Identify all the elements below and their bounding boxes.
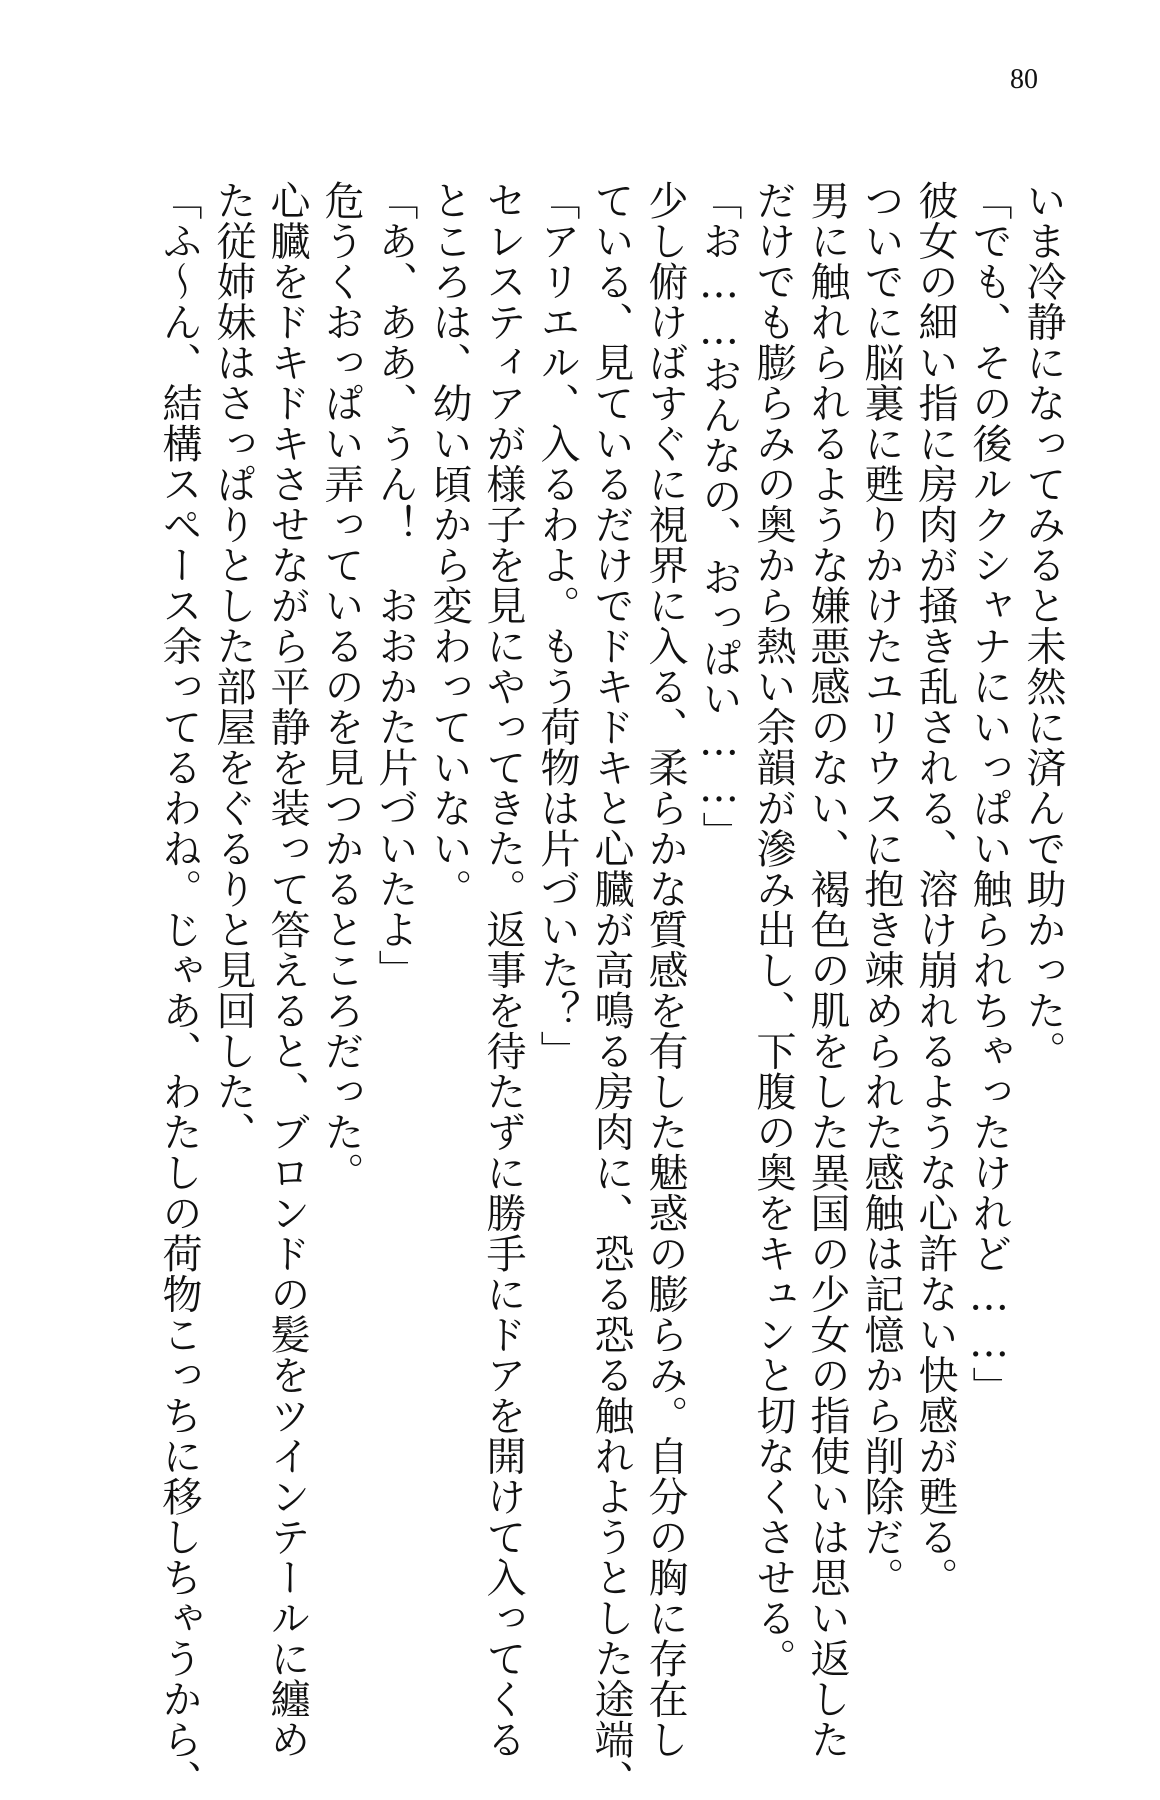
text-line: いま冷静になってみると未然に済んで助かった。 (1020, 180, 1066, 1071)
text-line: 「お……おんなの、おっぱい……」 (696, 180, 742, 852)
text-line: 「アリエル、入るわよ。もう荷物は片づいた？」 (534, 180, 580, 1071)
body-text (152, 180, 1070, 1800)
text-line: セレスティアが様子を見にやってきた。返事を待たずに勝手にドアを開けて入ってくる (480, 180, 526, 1760)
text-line: 「でも、その後ルクシャナにいっぱい触られちゃったけれど……」 (966, 180, 1012, 1407)
text-line: た従姉妹はさっぱりとした部屋をぐるりと見回した、 (210, 180, 256, 1152)
text-line: 少し俯けばすぐに視界に入る、柔らかな質感を有した魅惑の膨らみ。自分の胸に存在し (642, 180, 688, 1760)
page-number: 80 (1010, 64, 1038, 95)
text-line: だけでも膨らみの奥から熱い余韻が滲み出し、下腹の奥をキュンと切なくさせる。 (750, 180, 796, 1679)
text-line: 心臓をドキドキさせながら平静を装って答えると、ブロンドの髪をツインテールに纏め (264, 180, 310, 1760)
text-line: ている、見ているだけでドキドキと心臓が高鳴る房肉に、恐る恐る触れようとした途端、 (588, 180, 634, 1800)
text-line: 「ふ～ん、結構スペース余ってるわね。じゃあ、わたしの荷物こっちに移しちゃうから、 (156, 180, 202, 1800)
text-line: 彼女の細い指に房肉が掻き乱される、溶け崩れるような心許ない快感が甦る。 (912, 180, 958, 1598)
text-line: 危うくおっぱい弄っているのを見つかるところだった。 (318, 180, 364, 1193)
text-line: 男に触れられるような嫌悪感のない、褐色の肌をした異国の少女の指使いは思い返した (804, 180, 850, 1760)
text-line: ついでに脳裏に甦りかけたユリウスに抱き竦められた感触は記憶から削除だ。 (858, 180, 904, 1598)
text-line: 「あ、ああ、うん！ おおかた片づいたよ」 (372, 180, 418, 990)
text-line: ところは、幼い頃から変わっていない。 (426, 180, 472, 909)
